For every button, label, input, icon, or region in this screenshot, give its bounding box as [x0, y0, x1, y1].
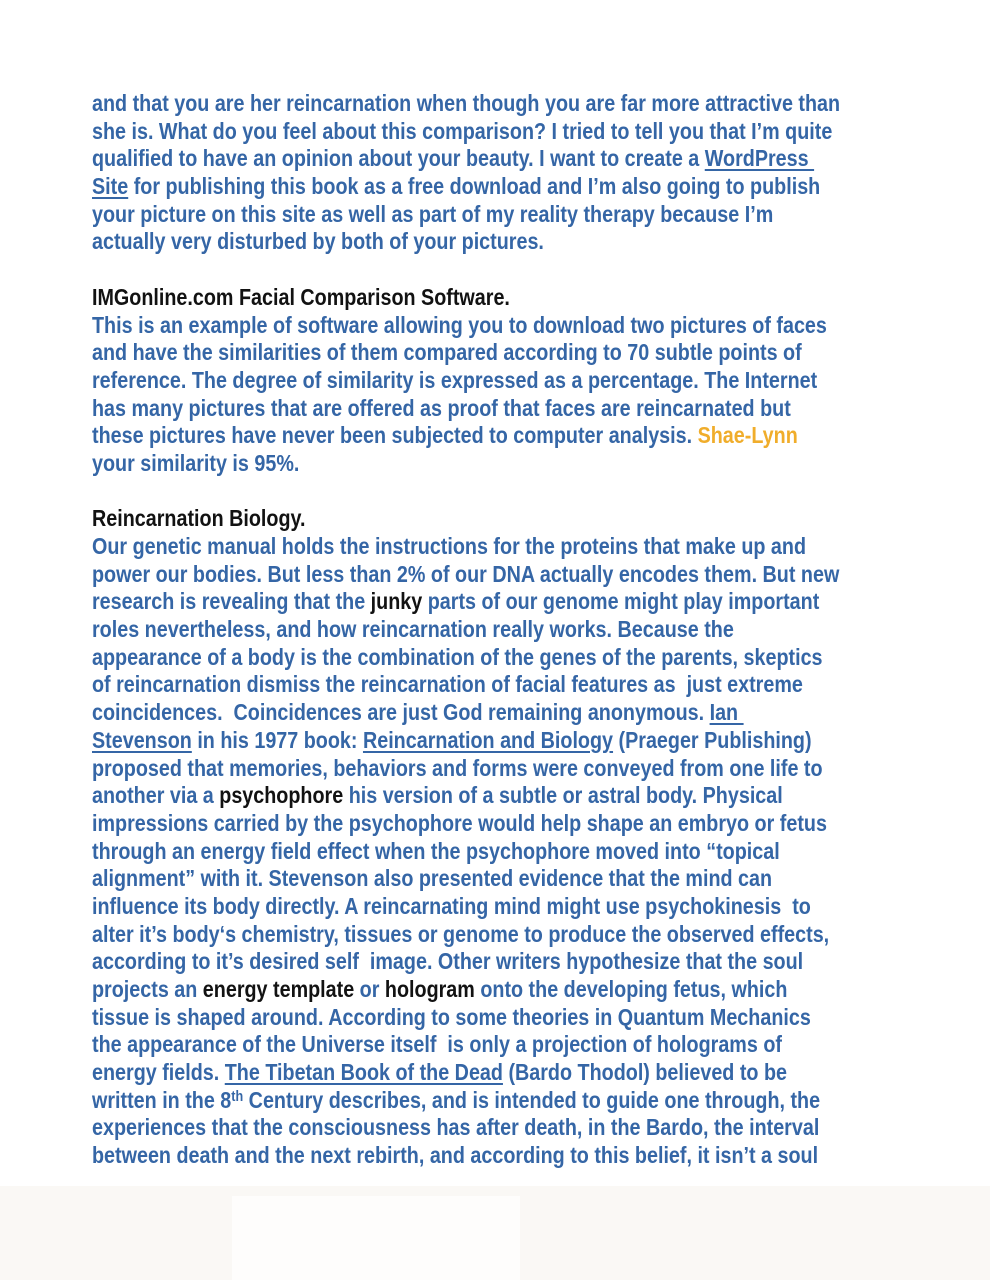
text-line [92, 533, 972, 561]
text-line [92, 893, 972, 921]
body-text: energy fields. [92, 1059, 225, 1086]
body-text: influence its body directly. A reincarnating mind might use psychokinesis to [92, 892, 811, 919]
text-line [92, 1114, 972, 1142]
paragraph-spacer [92, 478, 972, 506]
body-text: of reincarnation dismiss the reincarnation of facial features as just extreme [92, 671, 803, 698]
body-text: impressions carried by the psychophore would help shape an embryo or fetus [92, 809, 827, 836]
body-text: projects an [92, 976, 203, 1002]
body-text: and have the similarities of them compared according to 70 subtle points of [92, 339, 802, 366]
body-text: onto the developing fetus, which [474, 976, 788, 1002]
text-line [92, 450, 972, 478]
text-line [92, 173, 972, 201]
text-line [92, 561, 972, 589]
section-heading [92, 284, 972, 312]
body-text: these pictures have never been subjected to computer analysis. [92, 422, 698, 449]
body-text: your picture on this site as well as part of my reality therapy because I’m [92, 200, 774, 227]
paragraph-spacer [92, 256, 972, 284]
text-line [92, 838, 972, 866]
ian-stevenson-link[interactable]: Stevenson [92, 726, 192, 753]
emphasis-text: hologram [384, 976, 475, 1002]
text-line [92, 145, 972, 173]
wordpress-site-link[interactable]: WordPress [704, 145, 815, 172]
body-text: Century describes, and is intended to guide one through, the [243, 1086, 821, 1113]
body-text: the appearance of the Universe itself is only a projection of holograms of [92, 1031, 782, 1058]
body-text: coincidences. Coincidences are just God remaining anonymous. [92, 699, 710, 726]
body-text: experiences that the consciousness has after death, in the Bardo, the interval [92, 1114, 820, 1141]
text-line [92, 976, 972, 1004]
reincarnation-and-biology-link[interactable]: Reincarnation and Biology [362, 726, 614, 753]
text-line [92, 201, 972, 229]
text-line [92, 644, 972, 672]
body-text: qualified to have an opinion about your beauty. I want to create a [92, 145, 705, 172]
text-line [92, 228, 972, 256]
text-line [92, 118, 972, 146]
shae-lynn-highlight: Shae-Lynn [697, 422, 798, 449]
body-text: his version of a subtle or astral body. Physical [343, 782, 783, 809]
body-text: This is an example of software allowing you to download two pictures of faces [92, 311, 827, 338]
body-text: written in the 8 [92, 1086, 232, 1113]
emphasis-text: energy template [202, 976, 355, 1002]
body-text: in his 1977 book: [191, 726, 363, 753]
text-line [92, 90, 972, 118]
text-line [92, 810, 972, 838]
body-text: has many pictures that are offered as proof that faces are reincarnated but [92, 394, 791, 421]
text-line [92, 921, 972, 949]
text-line [92, 1087, 972, 1115]
emphasis-text: junky [370, 588, 423, 615]
document-page-content [92, 90, 972, 1170]
ian-stevenson-link[interactable]: Ian [709, 699, 744, 726]
text-line [92, 865, 972, 893]
body-text: (Praeger Publishing) [613, 726, 812, 753]
paragraph [92, 533, 972, 1170]
tibetan-book-of-the-dead-link[interactable]: The Tibetan Book of the Dead [224, 1059, 503, 1086]
emphasis-text: IMGonline.com Facial Comparison Software. [92, 283, 510, 310]
body-text: reference. The degree of similarity is expressed as a percentage. The Internet [92, 366, 818, 393]
body-text: between death and the next rebirth, and according to this belief, it isn’t a soul [92, 1142, 819, 1169]
text-line [92, 339, 972, 367]
text-line [92, 588, 972, 616]
text-line [92, 256, 972, 284]
body-text: appearance of a body is the combination of the genes of the parents, skeptics [92, 643, 823, 670]
body-text: or [354, 976, 385, 1002]
text-line [92, 727, 972, 755]
body-text: roles nevertheless, and how reincarnation really works. Because the [92, 616, 734, 643]
text-line [92, 1142, 972, 1170]
text-line [92, 478, 972, 506]
wordpress-site-link[interactable]: Site [92, 173, 129, 200]
emphasis-text: psychophore [219, 782, 344, 809]
paragraph [92, 90, 972, 256]
body-text: your similarity is 95%. [92, 449, 300, 476]
body-text: alter it’s body‘s chemistry, tissues or genome to produce the observed effects, [92, 920, 830, 947]
body-text: for publishing this book as a free download and I’m also going to publish [128, 173, 821, 200]
body-text: alignment” with it. Stevenson also presented evidence that the mind can [92, 865, 773, 892]
text-line [92, 699, 972, 727]
text-line [92, 367, 972, 395]
text-line [92, 782, 972, 810]
body-text: through an energy field effect when the psychophore moved into “topical [92, 837, 780, 864]
superscript-text: th [231, 1087, 244, 1105]
body-text: actually very disturbed by both of your pictures. [92, 228, 544, 255]
section-heading [92, 505, 972, 533]
text-line [92, 1004, 972, 1032]
text-line [92, 312, 972, 340]
text-line [92, 755, 972, 783]
paragraph [92, 312, 972, 478]
text-line [92, 1031, 972, 1059]
body-text: and that you are her reincarnation when though you are far more attractive than [92, 90, 841, 116]
body-text: parts of our genome might play important [422, 588, 820, 615]
body-text: another via a [92, 782, 220, 809]
text-line [92, 671, 972, 699]
page-bottom-highlight [232, 1196, 520, 1280]
text-line [92, 395, 972, 423]
emphasis-text: Reincarnation Biology. [92, 505, 306, 532]
body-text: she is. What do you feel about this comparison? I tried to tell you that I’m quite [92, 117, 833, 144]
text-line [92, 948, 972, 976]
text-line [92, 616, 972, 644]
text-line [92, 505, 972, 533]
text-line [92, 422, 972, 450]
body-text: tissue is shaped around. According to some theories in Quantum Mechanics [92, 1003, 811, 1030]
text-line [92, 284, 972, 312]
body-text: research is revealing that the [92, 588, 371, 615]
body-text: proposed that memories, behaviors and forms were conveyed from one life to [92, 754, 823, 781]
body-text: according to it’s desired self image. Other writers hypothesize that the soul [92, 948, 804, 975]
body-text: (Bardo Thodol) believed to be [502, 1059, 788, 1086]
body-text: Our genetic manual holds the instructions for the proteins that make up and [92, 533, 807, 559]
body-text: power our bodies. But less than 2% of our DNA actually encodes them. But new [92, 560, 840, 587]
text-line [92, 1059, 972, 1087]
